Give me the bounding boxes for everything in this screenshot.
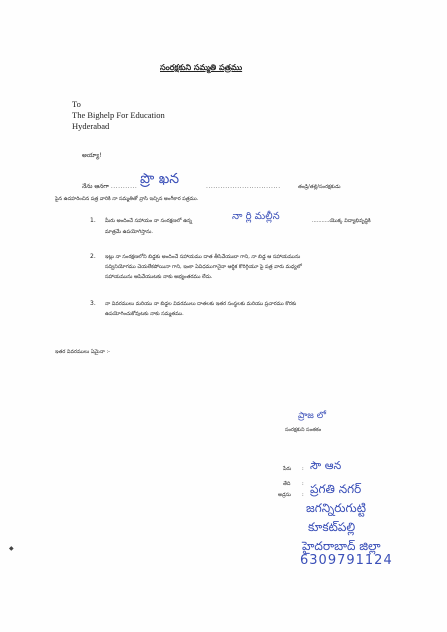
intro-line-2: పైన ఉదహరించిన పత్ర వారికి నా సమ్మతితో వ్రాసి ఇచ్చిన అంగీకార పత్రము. (55, 196, 199, 202)
name-field-colon: : (302, 466, 304, 472)
other-details-label: ఇతర వివరములు ఏమైనా :- (55, 349, 110, 355)
signature-label: సంరక్షకుని సంతకం (285, 427, 322, 433)
point-3-number: 3. (90, 300, 96, 307)
date-field-label: తేది (283, 481, 291, 487)
point-2-number: 2. (90, 253, 96, 260)
point-1-text-b: ...........యొక్క విద్యాభివృద్ధికి (312, 218, 371, 224)
point-2-line-3: సహాయమును ఆపివేయుటకు నాకు అభ్యంతరము లేదు. (105, 274, 213, 280)
organization-name: The Bighelp For Education (72, 110, 165, 120)
address-line: ప్రగతి నగర్ (310, 482, 362, 496)
form-title: సంరక్షకుని సమ్మతి పత్రము (160, 63, 243, 72)
point-2-line-2: సద్వినియోగము చెయలేకపోయినా గాని, ఇంకా ఏవిధముగానైనా ఆర్థిక కొరిగ్గియూ పై పత్ర వారు మధ్యలో (105, 264, 302, 270)
intro-line-1 (82, 183, 137, 191)
intro-dots-1: ........... (110, 183, 138, 190)
point-1-number: 1. (90, 217, 96, 224)
phone-number: 6309791124 (300, 553, 393, 568)
address-field-colon: : (302, 492, 304, 498)
handwritten-guardian-name: ప్రొ ఖన (140, 171, 180, 187)
address-line: హైదరాబాద్ జిల్లా (302, 539, 381, 553)
name-field-value: సౌ ఆన (310, 459, 342, 472)
intro-relation: తండ్రి/తల్లి/సంరక్షకుడు (298, 184, 341, 190)
organization-city: Hyderabad (72, 121, 110, 131)
date-field-colon: : (302, 481, 304, 487)
point-3-line-1: నా వివరములు మరియు నా బిడ్డల వివరములు దాతలకు ఇతర సంస్థలకు మరియు ప్రచారము కొరకు (105, 301, 297, 307)
intro-prefix: నేను ఆనగా (82, 183, 109, 190)
point-1-line-2: మాత్రమే ఉపయోగిస్తాను. (105, 229, 153, 235)
handwritten-child-name: నా ర్లి మల్లీన (232, 211, 280, 222)
address-field-label: అడ్రసు (278, 492, 291, 498)
address-line: కూకట్‌పల్లి (308, 520, 356, 534)
name-field-label: పేరు (283, 466, 292, 472)
point-2-line-1: ఇట్లు నా సంరక్షణలోని బిడ్డకు అందించే సహాయము దాత తీసివేయుబా గాని, నా బిడ్డ ఆ సహాయమును (105, 254, 301, 260)
address-line: జగన్నిరుగుట్టి (306, 501, 366, 515)
margin-mark: ◆ (9, 545, 14, 552)
guardian-signature: ప్రాజ లో (298, 411, 326, 421)
intro-dots-2: ............................... (206, 183, 281, 190)
to-line: To (72, 99, 81, 109)
point-3-line-2: ఉపయోగించుకోవుటకు నాకు సమ్మతము. (105, 311, 184, 317)
point-1-text: మీరు అందించే సహాయం నా సంరక్షణలో ఉన్న (105, 218, 193, 224)
salutation: అయ్యా! (82, 152, 102, 159)
